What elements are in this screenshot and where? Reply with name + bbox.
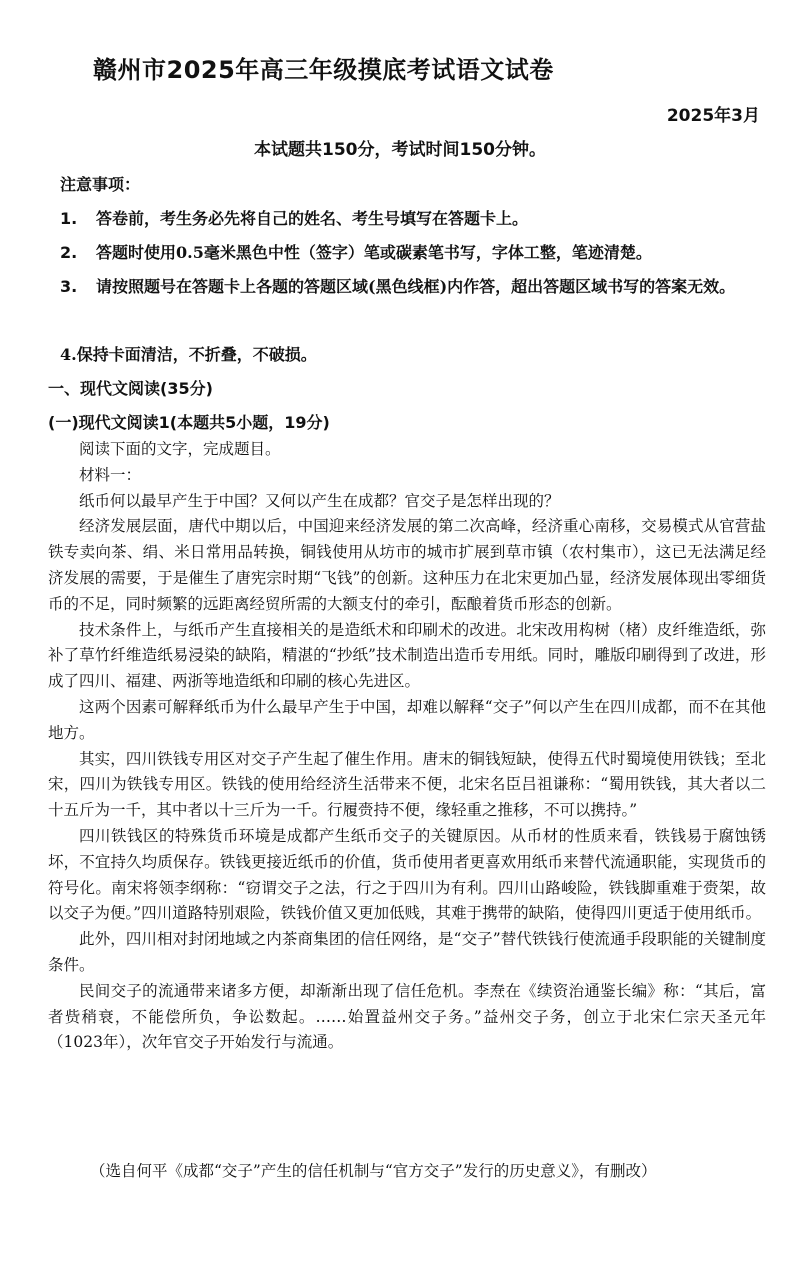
reading-passage bbox=[48, 437, 766, 1056]
notice-item-2 bbox=[48, 236, 764, 270]
notice-item-number: 3. bbox=[60, 277, 78, 296]
notice-item-text: 请按照题号在答题卡上各题的答题区域(黑色线框)内作答，超出答题区域书写的答案无效。 bbox=[96, 277, 736, 296]
passage-paragraph: 其实，四川铁钱专用区对交子产生起了催生作用。唐末的铜钱短缺，使得五代时蜀境使用铁钱；至北宋，四川为铁钱专用区。铁钱的使用给经济生活带来不便，北宋名臣吕祖谦称：“蜀用铁钱，其大者以二十五斤为一千，其中者以十三斤为一千。行履赍持不便，缘轻重之推移，不可以携持。” bbox=[48, 749, 766, 820]
passage-paragraph: 经济发展层面，唐代中期以后，中国迎来经济发展的第二次高峰，经济重心南移，交易模式从官营盐铁专卖向茶、绢、米日常用品转换，铜钱使用从坊市的城市扩展到草市镇（农村集市），这已无法满足经济发展的需要，于是催生了唐宪宗时期“飞钱”的创新。这种压力在北宋更加凸显，经济发展体现出零细货币的不足，同时频繁的远距离经贸所需的大额支付的牵引，酝酿着货币形态的创新。 bbox=[48, 517, 766, 613]
exam-info: 本试题共150分，考试时间150分钟。 bbox=[254, 140, 546, 160]
notice-item-text: 答题时使用0.5毫米黑色中性（签字）笔或碳素笔书写，字体工整，笔迹清楚。 bbox=[96, 243, 652, 262]
notice-item-number: 1. bbox=[60, 209, 78, 228]
passage-paragraph: 这两个因素可解释纸币为什么最早产生于中国，却难以解释“交子”何以产生在四川成都，而不在其他地方。 bbox=[48, 697, 766, 742]
passage-paragraph: 四川铁钱区的特殊货币环境是成都产生纸币交子的关键原因。从币材的性质来看，铁钱易于腐蚀锈坏，不宜持久均质保存。铁钱更接近纸币的价值，货币使用者更喜欢用纸币来替代流通职能，实现货币的符号化。南宋将领李纲称：“窃谓交子之法，行之于四川为有利。四川山路峻险，铁钱脚重难于赍架，故以交子为便。”四川道路特别艰险，铁钱价值又更加低贱，其难于携带的缺陷，使得四川更适于使用纸币。 bbox=[48, 826, 766, 923]
passage-instruction: 阅读下面的文字，完成题目。 bbox=[79, 440, 281, 458]
section-heading: 一、现代文阅读(35分) bbox=[48, 379, 213, 398]
passage-paragraph: 民间交子的流通带来诸多方便，却渐渐出现了信任危机。李焘在《续资治通鉴长编》称：“其后，富者赀稍衰，不能偿所负，争讼数起。……始置益州交子务。”益州交子务，创立于北宋仁宗天圣元年（1023年），次年官交子开始发行与流通。 bbox=[48, 981, 766, 1052]
passage-paragraph: 此外，四川相对封闭地域之内茶商集团的信任网络，是“交子”替代铁钱行使流通手段职能的关键制度条件。 bbox=[48, 930, 766, 974]
exam-date: 2025年3月 bbox=[666, 106, 760, 126]
passage-source: （选自何平《成都“交子”产生的信任机制与“官方交子”发行的历史意义》，有删改） bbox=[90, 1162, 657, 1180]
notice-item-4: 4.保持卡面清洁，不折叠，不破损。 bbox=[60, 345, 317, 364]
exam-title: 赣州市2025年高三年级摸底考试语文试卷 bbox=[93, 56, 554, 84]
notice-item-1 bbox=[48, 202, 764, 236]
notice-item-text: 答卷前，考生务必先将自己的姓名、考生号填写在答题卡上。 bbox=[96, 209, 529, 228]
notice-item-number: 2. bbox=[60, 243, 78, 262]
passage-paragraph: 技术条件上，与纸币产生直接相关的是造纸术和印刷术的改进。北宋改用构树（楮）皮纤维造纸，弥补了草竹纤维造纸易浸染的缺陷，精湛的“抄纸”技术制造出造币专用纸。同时，雕版印刷得到了改进，形成了四川、福建、两浙等地造纸和印刷的核心先进区。 bbox=[48, 620, 766, 691]
material-label: 材料一： bbox=[79, 465, 142, 484]
notice-item-3 bbox=[48, 270, 764, 304]
notice-heading: 注意事项： bbox=[60, 175, 141, 194]
subsection-heading: (一)现代文阅读1(本题共5小题，19分) bbox=[48, 413, 330, 432]
passage-paragraph: 纸币何以最早产生于中国？又何以产生在成都？官交子是怎样出现的？ bbox=[79, 491, 560, 510]
